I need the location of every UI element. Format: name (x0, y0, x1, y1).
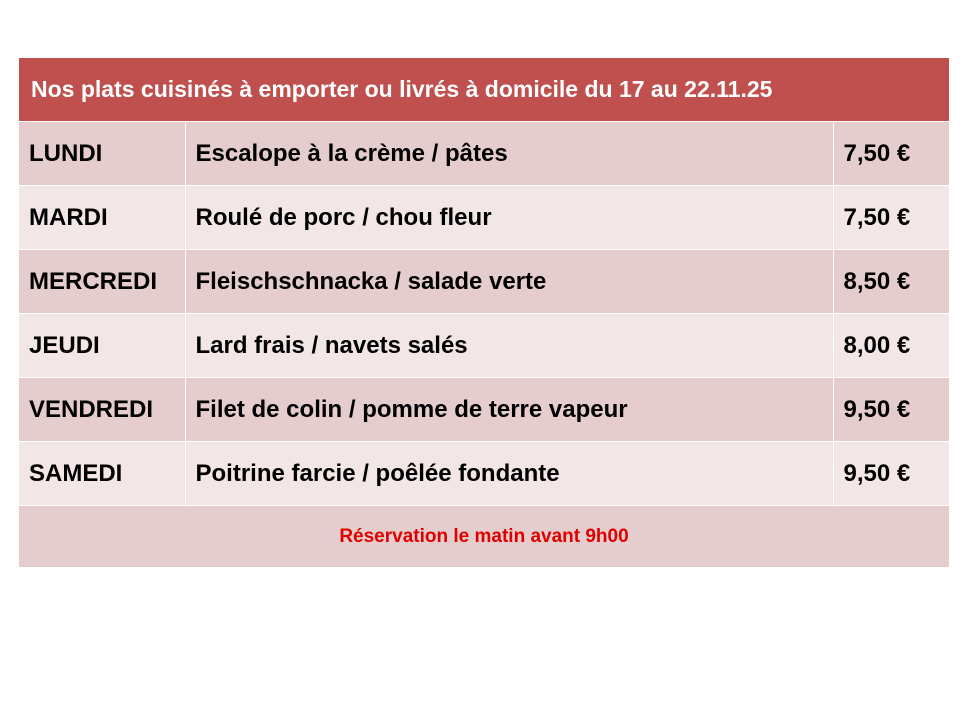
price-cell: 8,50 € (833, 250, 949, 314)
menu-row-mardi (19, 186, 949, 250)
menu-row-lundi (19, 122, 949, 186)
menu-row-jeudi (19, 314, 949, 378)
reservation-note: Réservation le matin avant 9h00 (19, 506, 949, 568)
day-cell: LUNDI (19, 122, 185, 186)
day-cell: SAMEDI (19, 442, 185, 506)
day-cell: VENDREDI (19, 378, 185, 442)
dish-cell: Filet de colin / pomme de terre vapeur (185, 378, 833, 442)
weekly-menu-table (19, 58, 949, 568)
price-cell: 8,00 € (833, 314, 949, 378)
day-cell: MERCREDI (19, 250, 185, 314)
dish-cell: Escalope à la crème / pâtes (185, 122, 833, 186)
dish-cell: Poitrine farcie / poêlée fondante (185, 442, 833, 506)
price-cell: 7,50 € (833, 122, 949, 186)
menu-title: Nos plats cuisinés à emporter ou livrés à domicile du 17 au 22.11.25 (19, 58, 949, 122)
reservation-row (19, 506, 949, 568)
price-cell: 9,50 € (833, 442, 949, 506)
price-cell: 7,50 € (833, 186, 949, 250)
day-cell: JEUDI (19, 314, 185, 378)
price-cell: 9,50 € (833, 378, 949, 442)
dish-cell: Lard frais / navets salés (185, 314, 833, 378)
menu-row-samedi (19, 442, 949, 506)
menu-row-mercredi (19, 250, 949, 314)
day-cell: MARDI (19, 186, 185, 250)
menu-header-row (19, 58, 949, 122)
dish-cell: Fleischschnacka / salade verte (185, 250, 833, 314)
dish-cell: Roulé de porc / chou fleur (185, 186, 833, 250)
menu-row-vendredi (19, 378, 949, 442)
